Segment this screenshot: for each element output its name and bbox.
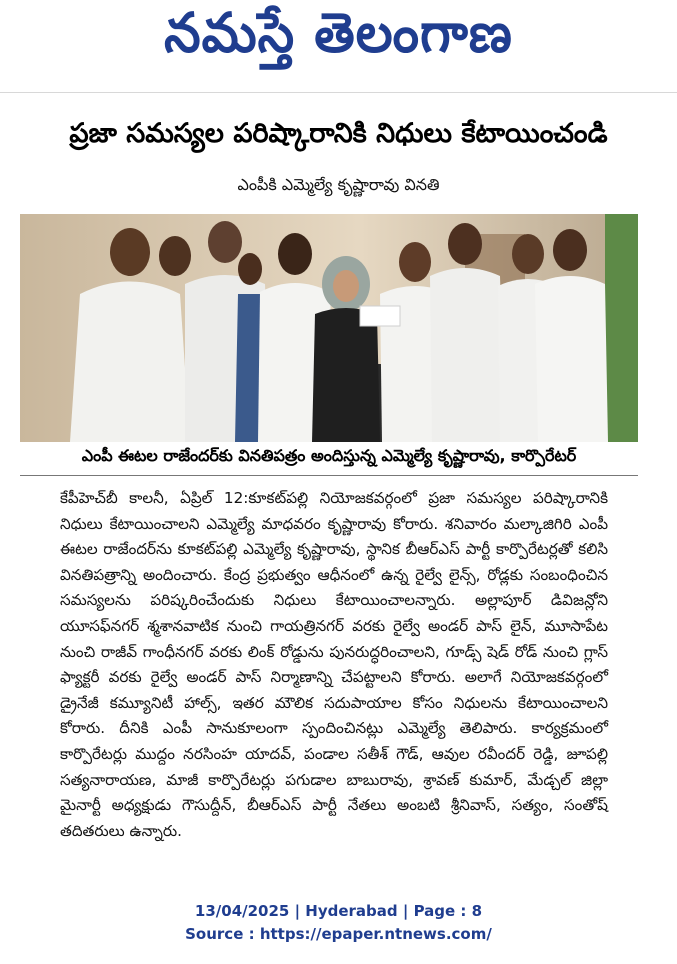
newspaper-masthead [0,0,677,80]
article-headline: ప్రజా సమస్యల పరిష్కారానికి నిధులు కేటాయించండి [69,118,608,149]
article-body: కేపీహెచ్‌బీ కాలనీ, ఏప్రిల్ 12:కూకట్‌పల్లి నియోజకవర్గంలో ప్రజా సమస్యల పరిష్కారానికి నిధులు కేటాయించాలని ఎమ్మెల్యే మాధవరం కృష్ణారావు కోరారు. శనివారం మల్కాజిగిరి ఎంపీ ఈటల రాజేందర్‌ను కూకట్‌పల్లి ఎమ్మెల్యే కృష్ణారావు, స్థానిక బీఆర్‌ఎస్ పార్టీ కార్పొరేటర్లతో కలిసి వినతిపత్రాన్ని అందించారు. కేంద్ర ప్రభుత్వం ఆధీనంలో ఉన్న రైల్వే లైన్స్, రోడ్లకు సంబంధించిన సమస్యలను పరిష్కరించేందుకు నిధులు కేటాయించాలన్నారు. అల్లాపూర్ డివిజన్లోని యూసఫ్‌నగర్ శ్మశానవాటిక నుంచి గాయత్రినగర్ వరకు రైల్వే అండర్ పాస్ లైన్, మూసాపేట నుంచి రాజీవ్ గాంధీనగర్ వరకు లింక్ రోడ్డును పునరుద్ధరించాలని, గూడ్స్ షెడ్ రోడ్ నుంచి గ్లాస్ ఫ్యాక్టరీ వరకు రైల్వే అండర్ పాస్ నిర్మాణాన్ని చేపట్టాలని కోరారు. అలాగే నియోజకవర్గంలో డ్రైనేజీ కమ్యూనిటీ హాల్స్, ఇతర మౌలిక సదుపాయాల కోసం నిధులను కేటాయించాలని కోరారు. దీనికి ఎంపీ సానుకూలంగా స్పందించినట్లు ఎమ్మెల్యే తెలిపారు. కార్యక్రమంలో కార్పొరేటర్లు ముద్దం నరసింహ యాదవ్, పండాల సతీశ్ గౌడ్, ఆవుల రవీందర్ రెడ్డి, జూపల్లి సత్యనారాయణ, మాజీ కార్పొరేటర్లు పగుడాల బాబురావు, శ్రావణ్ కుమార్, మేడ్చల్ జిల్లా మైనార్టీ అధ్యక్షుడు గౌసుద్దీన్, బీఆర్‌ఎస్ పార్టీ నేతలు అంబటి శ్రీనివాస్, సత్యం, సంతోష్ తదితరులు ఉన్నారు. [60,489,608,840]
photo-caption: ఎంపీ ఈటల రాజేందర్‌కు వినతిపత్రం అందిస్తున్న ఎమ్మెల్యే కృష్ణారావు, కార్పొరేటర్ [20,446,638,476]
group-photo-illustration [20,214,638,442]
masthead-title: నమస్తే తెలంగాణ [164,1,513,65]
footer-source: Source : https://epaper.ntnews.com/ [185,925,492,943]
news-photo [20,214,638,442]
footer-dateline: 13/04/2025 | Hyderabad | Page : 8 [194,902,483,920]
article-subheadline: ఎంపీకి ఎమ్మెల్యే కృష్ణారావు వినతి [237,175,440,194]
header-divider [0,92,677,93]
